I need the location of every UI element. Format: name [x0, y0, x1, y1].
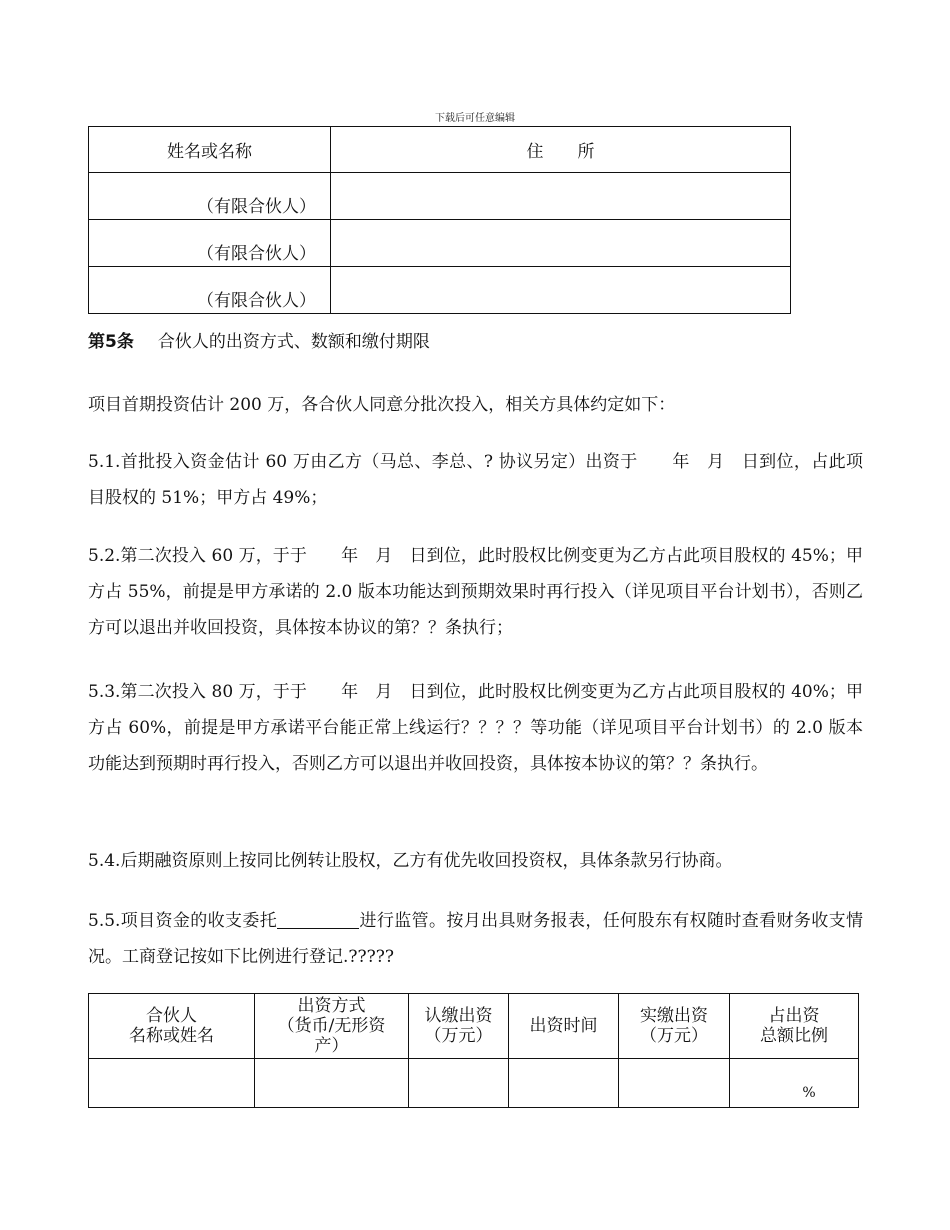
partner-cell	[89, 1059, 255, 1108]
header-note: 下载后可任意编辑	[435, 113, 515, 124]
paragraph-5-4: 5.4.后期融资原则上按同比例转让股权，乙方有优先收回投资权，具体条款另行协商。	[88, 851, 733, 871]
header-text: 合伙人	[146, 1006, 197, 1026]
paragraph-5-5-before: 5.5.项目资金的收支委托	[88, 911, 278, 931]
partners-table-header	[89, 127, 791, 173]
header-paid	[619, 994, 730, 1059]
header-text: （万元）	[424, 1026, 493, 1046]
paid-cell	[619, 1059, 730, 1108]
header-name: 姓名或名称	[89, 127, 331, 173]
header-subscribed	[409, 994, 509, 1059]
header-address: 住 所	[331, 127, 791, 173]
header-text: 占出资	[768, 1006, 820, 1026]
header-text: 名称或姓名	[129, 1026, 214, 1046]
partners-table	[88, 126, 791, 314]
supervisor-blank	[277, 908, 359, 929]
ratio-cell: %	[730, 1059, 859, 1108]
partner-address-cell	[331, 267, 791, 314]
paragraph-5-5	[88, 903, 863, 975]
contribution-table	[88, 993, 859, 1108]
subscribed-cell	[409, 1059, 509, 1108]
clause-number: 第5条	[88, 332, 134, 352]
header-text: 总额比例	[760, 1026, 828, 1046]
method-cell	[255, 1059, 409, 1108]
partner-name-cell: （有限合伙人）	[89, 220, 331, 267]
table-row	[89, 220, 791, 267]
table-row	[89, 173, 791, 220]
clause-heading	[88, 330, 430, 354]
paragraph-5-5-after: 进行监管。按月出具财务报表，任何股东有权随时查看财务收支情况。工商登记按如下比例进行登记.?????	[88, 911, 863, 967]
header-text: 出资时间	[529, 1016, 598, 1036]
table-row	[89, 267, 791, 314]
partner-name-cell: （有限合伙人）	[89, 267, 331, 314]
header-partner	[89, 994, 255, 1059]
paragraph-5-3: 5.3.第二次投入 80 万，于于 年 月 日到位，此时股权比例变更为乙方占此项目股权的 40%；甲方占 60%，前提是甲方承诺平台能正常上线运行？？？？等功能（详见项目平台计划书）的 2.0 版本功能达到预期时再行投入，否则乙方可以退出并收回投资，具体按本协议的第？？条执行。	[88, 682, 863, 774]
paragraph-5-2: 5.2.第二次投入 60 万，于于 年 月 日到位，此时股权比例变更为乙方占此项目股权的 45%；甲方占 55%，前提是甲方承诺的 2.0 版本功能达到预期效果时再行投入（详见项目平台计划书），否则乙方可以退出并收回投资，具体按本协议的第？？条执行；	[88, 546, 863, 638]
header-text: （万元）	[640, 1026, 708, 1046]
header-text: 实缴出资	[640, 1006, 708, 1026]
header-method	[255, 994, 409, 1059]
partner-name-cell: （有限合伙人）	[89, 173, 331, 220]
header-text: （货币/无形资	[277, 1016, 386, 1036]
header-ratio	[730, 994, 859, 1059]
contribution-table-header	[89, 994, 859, 1059]
clause-title: 合伙人的出资方式、数额和缴付期限	[157, 332, 430, 352]
paragraph-intro: 项目首期投资估计 200 万，各合伙人同意分批次投入，相关方具体约定如下：	[88, 395, 676, 415]
table-row	[89, 1059, 859, 1108]
partner-address-cell	[331, 173, 791, 220]
partner-address-cell	[331, 220, 791, 267]
time-cell	[509, 1059, 619, 1108]
header-text: 出资方式	[297, 996, 366, 1016]
paragraph-5-1: 5.1.首批投入资金估计 60 万由乙方（马总、李总、? 协议另定）出资于 年 月 日到位，占此项目股权的 51%；甲方占 49%；	[88, 452, 863, 508]
header-text: 认缴出资	[424, 1006, 493, 1026]
header-time	[509, 994, 619, 1059]
header-text: 产）	[314, 1036, 349, 1056]
